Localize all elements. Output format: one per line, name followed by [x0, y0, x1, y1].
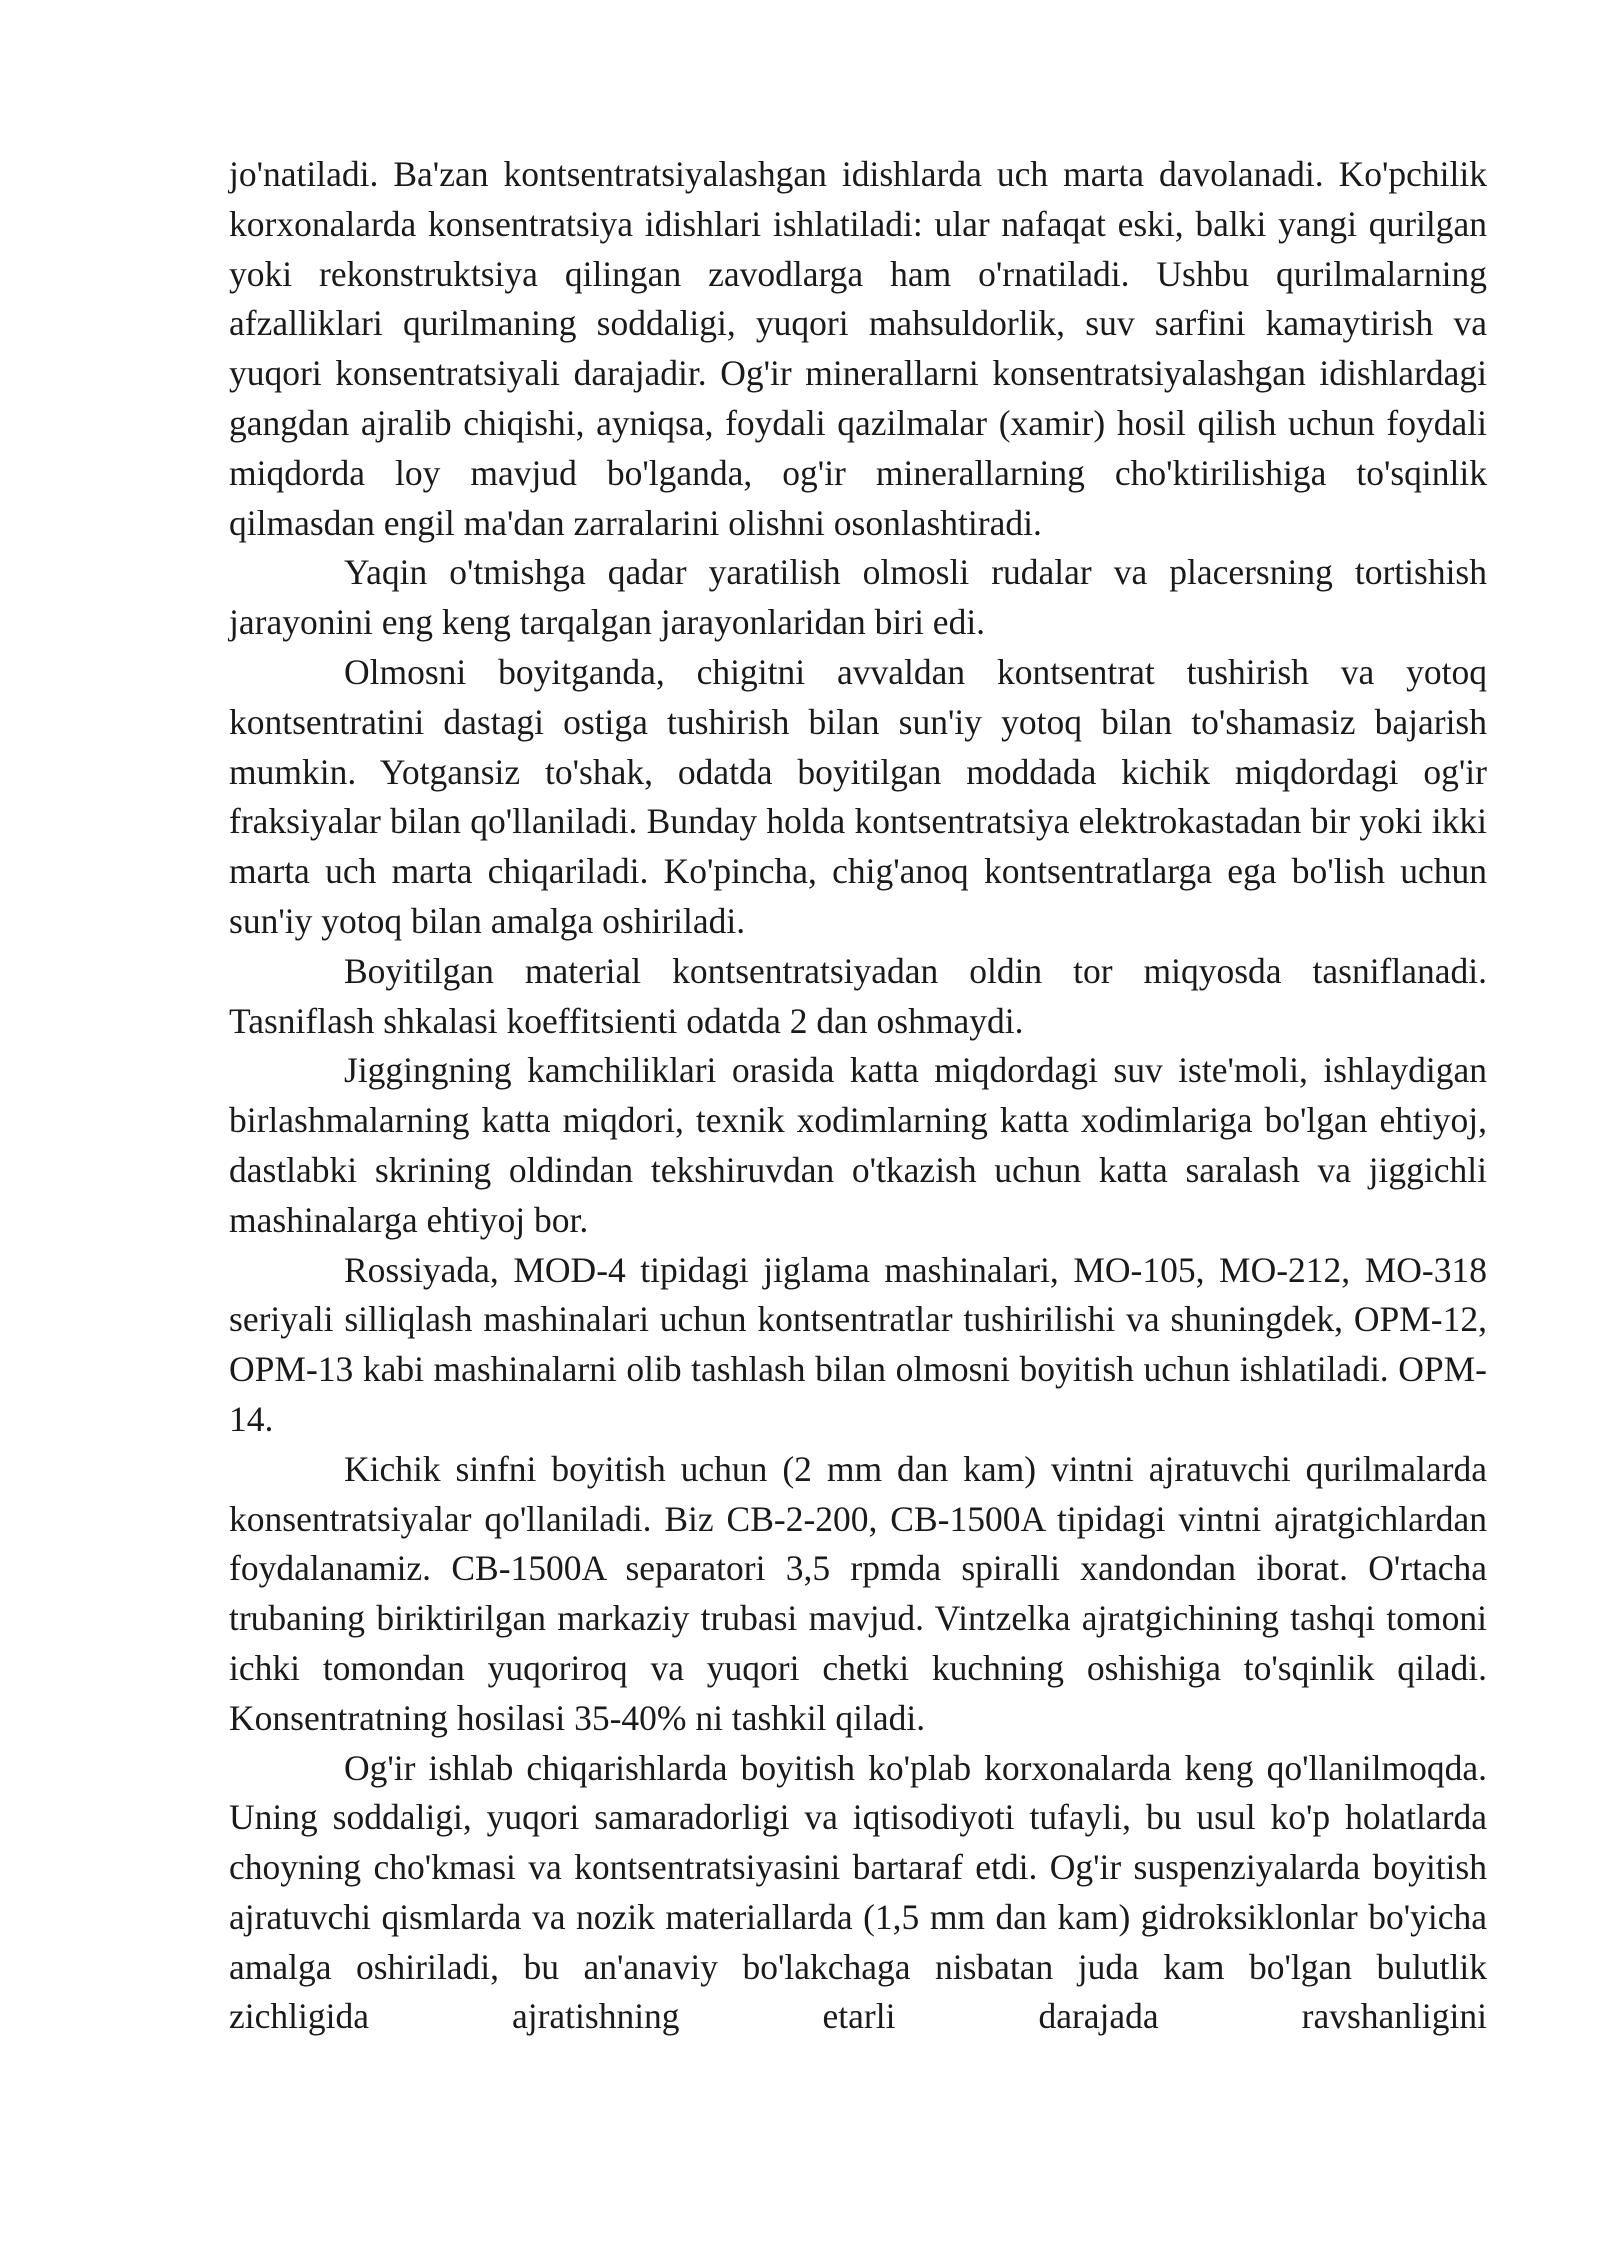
document-page: [229, 150, 1487, 2042]
paragraph-7: Kichik sinfni boyitish uchun (2 mm dan kam) vintni ajratuvchi qurilmalarda konsentratsiyalar qo'llaniladi. Biz CB-2-200, CB-1500A tipidagi vintni ajratgichlardan foydalanamiz. CB-1500A separatori 3,5 rpmda spiralli xandondan iborat. O'rtacha trubaning biriktirilgan markaziy trubasi mavjud. Vintzelka ajratgichining tashqi tomoni ichki tomondan yuqoriroq va yuqori chetki kuchning oshishiga to'sqinlik qiladi. Konsentratning hosilasi 35-40% ni tashkil qiladi.: [229, 1448, 1487, 1738]
paragraph-3: Olmosni boyitganda, chigitni avvaldan kontsentrat tushirish va yotoq kontsentratini dastagi ostiga tushirish bilan sun'iy yotoq bilan to'shamasiz bajarish mumkin. Yotgansiz to'shak, odatda boyitilgan moddada kichik miqdordagi og'ir fraksiyalar bilan qo'llaniladi. Bunday holda kontsentratsiya elektrokastadan bir yoki ikki marta uch marta chiqariladi. Ko'pincha, chig'anoq kontsentratlarga ega bo'lish uchun sun'iy yotoq bilan amalga oshiriladi.: [229, 651, 1487, 941]
paragraph-2: Yaqin o'tmishga qadar yaratilish olmosli rudalar va placersning tortishish jarayonini eng keng tarqalgan jarayonlaridan biri edi.: [229, 552, 1487, 643]
paragraph-4: Boyitilgan material kontsentratsiyadan oldin tor miqyosda tasniflanadi. Tasniflash shkalasi koeffitsienti odatda 2 dan oshmaydi.: [229, 950, 1487, 1041]
paragraph-8: Og'ir ishlab chiqarishlarda boyitish ko'plab korxonalarda keng qo'llanilmoqda. Uning soddaligi, yuqori samaradorligi va iqtisodiyoti tufayli, bu usul ko'p holatlarda choyning cho'kmasi va kontsentratsiyasini bartaraf etdi. Og'ir suspenziyalarda boyitish ajratuvchi qismlarda va nozik materiallarda (1,5 mm dan kam) gidroksiklonlar bo'yicha amalga oshiriladi, bu an'anaviy bo'lakchaga nisbatan juda kam bo'lgan bulutlik zichligida ajratishning etarli darajada ravshanligini: [229, 1747, 1487, 2037]
paragraph-1: jo'natiladi. Ba'zan kontsentratsiyalashgan idishlarda uch marta davolanadi. Ko'pchilik korxonalarda konsentratsiya idishlari ishlatiladi: ular nafaqat eski, balki yangi qurilgan yoki rekonstruktsiya qilingan zavodlarga ham o'rnatiladi. Ushbu qurilmalarning afzalliklari qurilmaning soddaligi, yuqori mahsuldorlik, suv sarfini kamaytirish va yuqori konsentratsiyali darajadir. Og'ir minerallarni konsentratsiyalashgan idishlardagi gangdan ajralib chiqishi, ayniqsa, foydali qazilmalar (xamir) hosil qilish uchun foydali miqdorda loy mavjud bo'lganda, og'ir minerallarning cho'ktirilishiga to'sqinlik qilmasdan engil ma'dan zarralarini olishni osonlashtiradi.: [229, 154, 1487, 543]
paragraph-5: Jiggingning kamchiliklari orasida katta miqdordagi suv iste'moli, ishlaydigan birlashmalarning katta miqdori, texnik xodimlarning katta xodimlariga bo'lgan ehtiyoj, dastlabki skrining oldindan tekshiruvdan o'tkazish uchun katta saralash va jiggichli mashinalarga ehtiyoj bor.: [229, 1050, 1487, 1240]
paragraph-6: Rossiyada, MOD-4 tipidagi jiglama mashinalari, MO-105, MO-212, MO-318 seriyali silliqlash mashinalari uchun kontsentratlar tushirilishi va shuningdek, OPM-12, OPM-13 kabi mashinalarni olib tashlash bilan olmosni boyitish uchun ishlatiladi. OPM-14.: [229, 1249, 1487, 1439]
